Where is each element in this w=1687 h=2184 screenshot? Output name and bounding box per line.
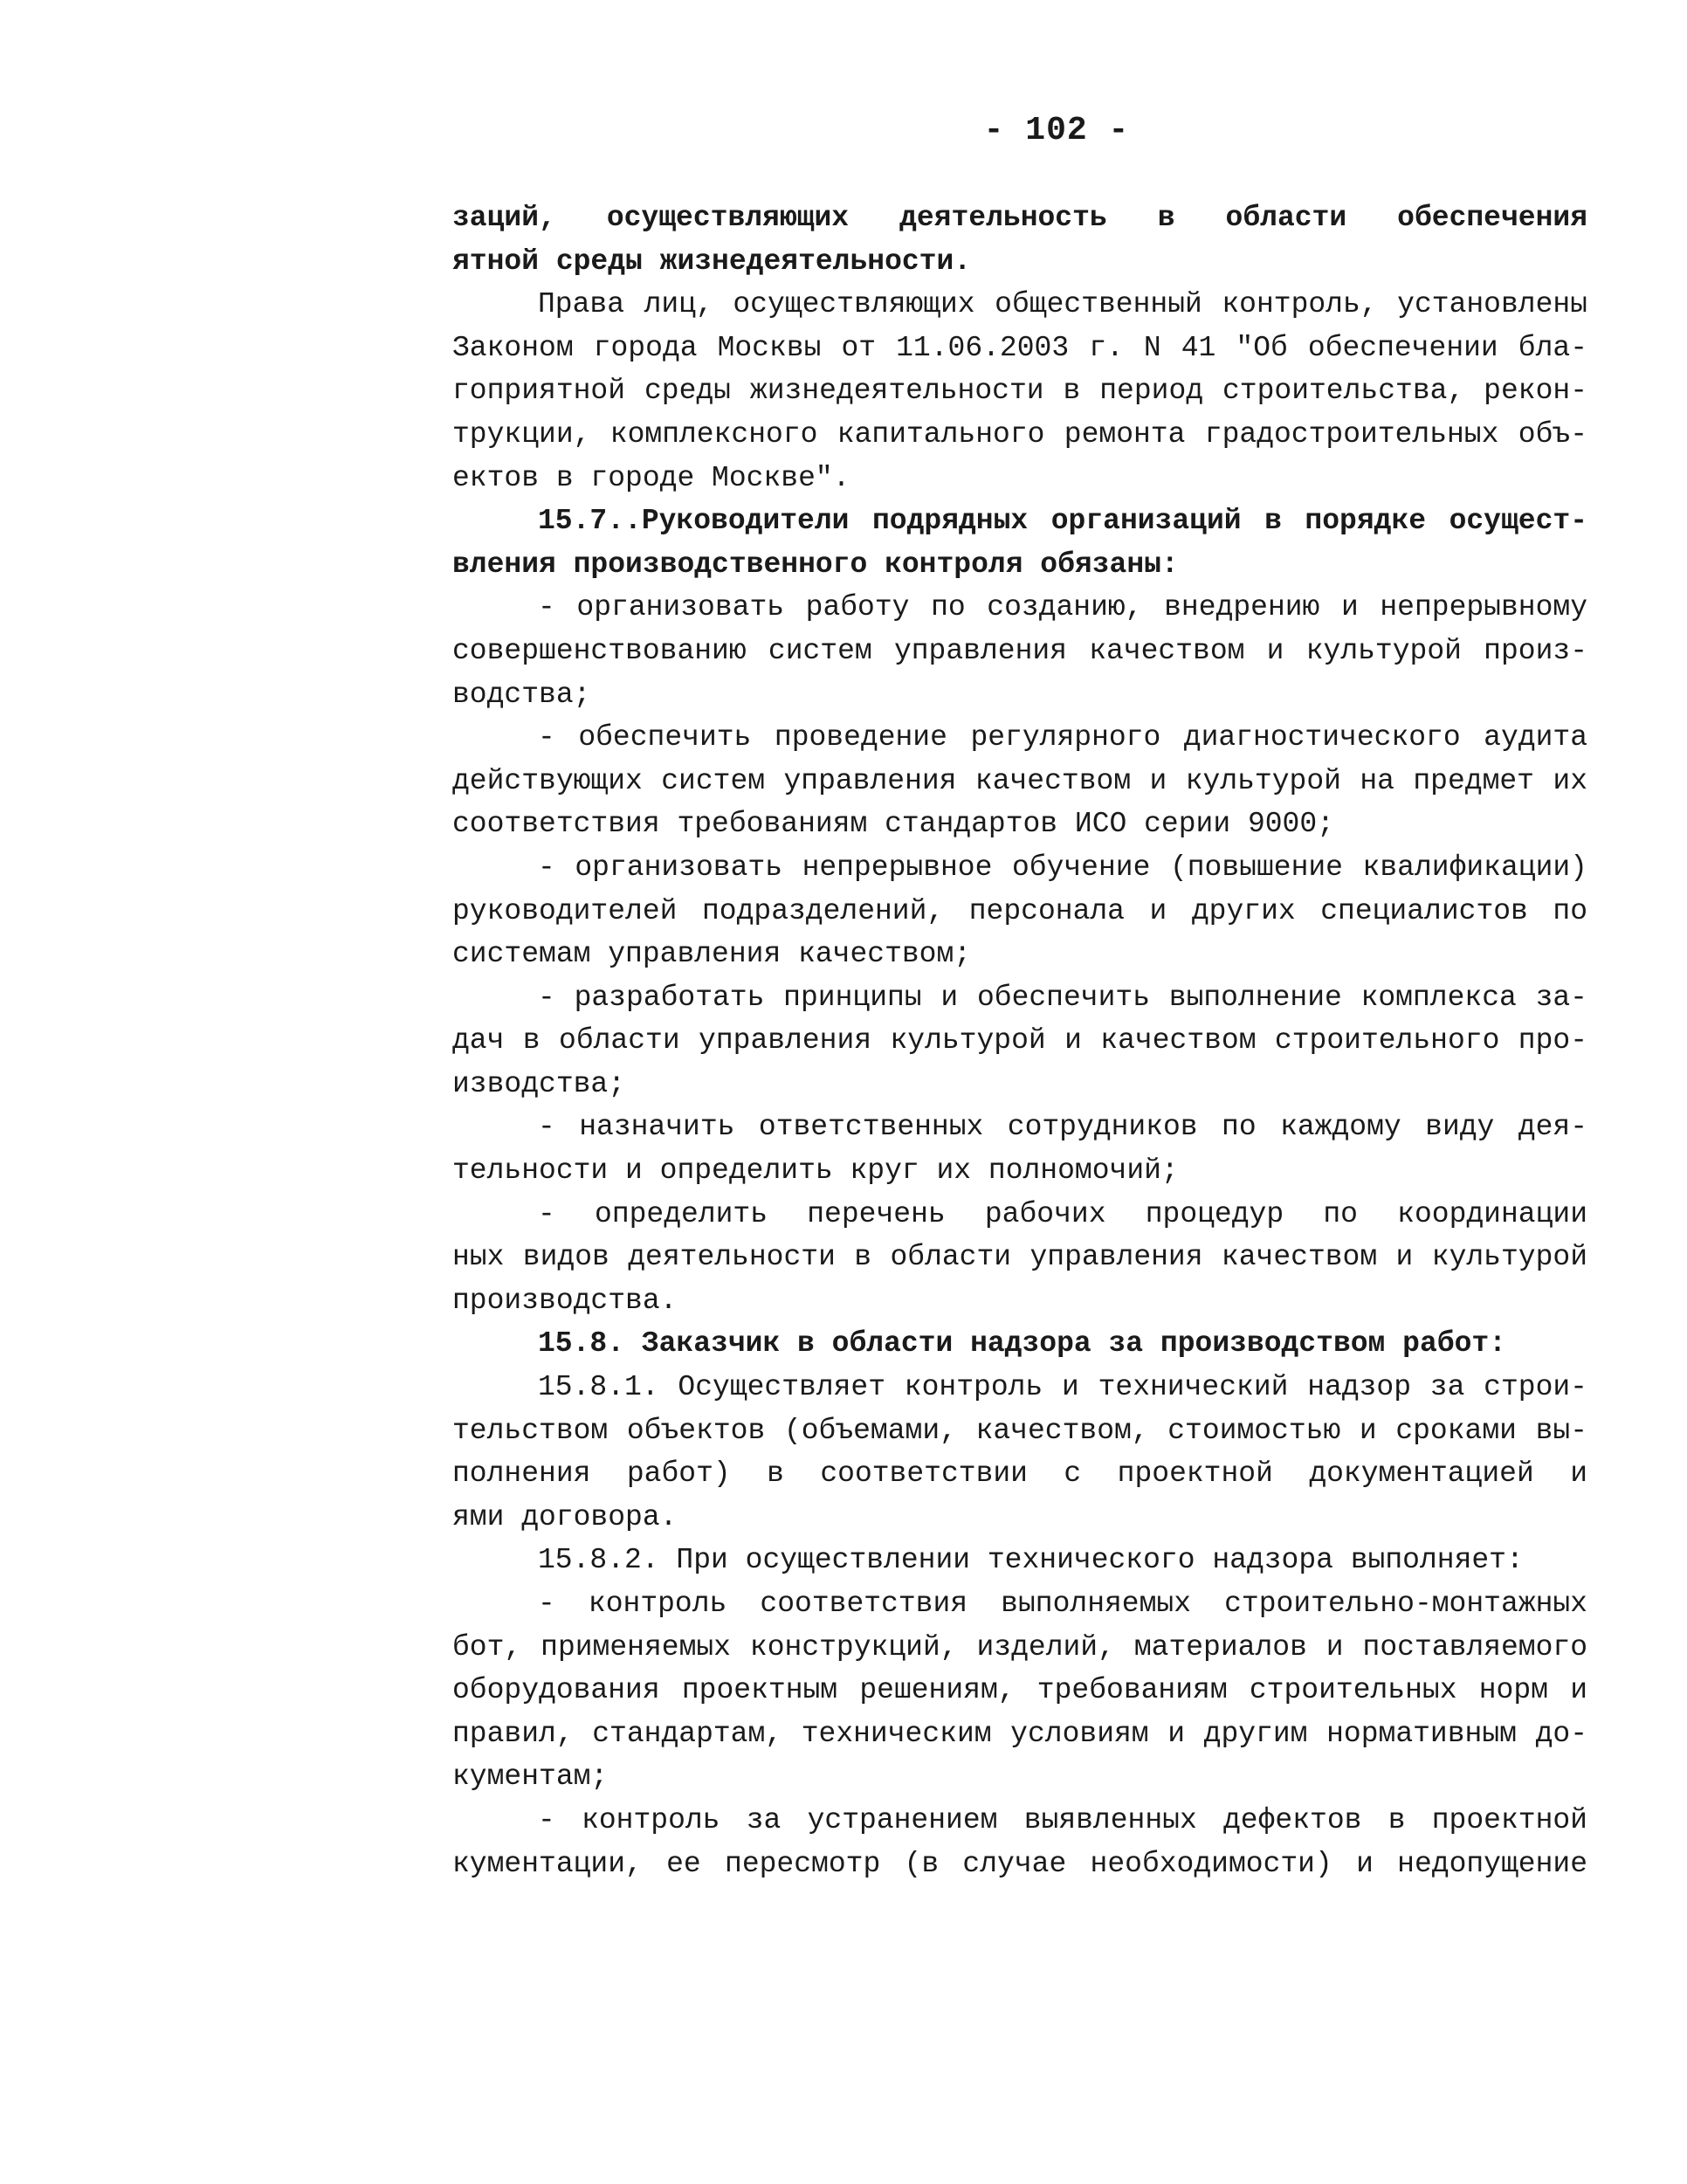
text-line: - обеспечить проведение регулярного диагностического аудита [538,721,1587,754]
text-line: 15.7..Руководители подрядных организаций в порядке осущест- [538,505,1587,538]
text-line: производства. [452,1284,678,1317]
text-line: - организовать работу по созданию, внедрению и непрерывному [538,591,1587,624]
text-line: соответствия требованиям стандартов ИСО серии 9000; [452,808,1334,841]
text-line: - контроль соответствия выполняемых строительно-монтажных [538,1588,1587,1620]
text-line: изводства; [452,1067,626,1100]
text-line: трукции, комплексного капитального ремонта градостроительных объ- [452,417,1587,451]
text-line: кументам; [452,1760,609,1794]
text-line: - разработать принципы и обеспечить выполнение комплекса за- [538,981,1587,1014]
text-line: тельности и определить круг их полномочий; [452,1154,1179,1188]
text-line: бот, применяемых конструкций, изделий, материалов и поставляемого [452,1630,1587,1664]
text-line: Законом города Москвы от 11.06.2003 г. N 41 "Об обеспечении бла- [452,331,1587,364]
text-line: оборудования проектным решениям, требованиям строительных норм и [452,1674,1587,1707]
text-line: - контроль за устранением выявленных дефектов в проектной [538,1803,1587,1836]
text-line: кументации, ее пересмотр (в случае необходимости) и недопущение [452,1847,1587,1880]
text-line: правил, стандартам, техническим условиям и другим нормативным до- [452,1717,1587,1750]
text-line: гоприятной среды жизнедеятельности в период строительства, рекон- [452,375,1587,408]
text-line: заций, осуществляющих деятельность в области обеспечения [452,202,1587,234]
text-line: совершенствованию систем управления качеством и культурой произ- [452,634,1587,667]
text-line: ями договора. [452,1500,678,1533]
text-line: руководителей подразделений, персонала и других специалистов по [452,894,1587,927]
text-line: ных видов деятельности в области управления качеством и культурой [452,1241,1587,1274]
text-line: - организовать непрерывное обучение (повышение квалификации) [538,851,1587,884]
text-line: полнения работ) в соответствии с проектной документацией и [452,1457,1587,1491]
text-line: - назначить ответственных сотрудников по каждому виду дея- [538,1111,1587,1144]
text-line: 15.8.2. При осуществлении технического надзора выполняет: [538,1544,1524,1577]
document-body [452,196,1587,1885]
text-line: водства; [452,678,591,711]
text-line: тельством объектов (объемами, качеством, стоимостью и сроками вы- [452,1414,1587,1447]
text-line: вления производственного контроля обязаны: [452,548,1179,581]
text-line: Права лиц, осуществляющих общественный контроль, установлены [538,288,1587,321]
text-line: 15.8.1. Осуществляет контроль и технический надзор за строи- [538,1371,1587,1404]
page-number: - 102 - [983,112,1130,149]
text-line: ектов в городе Москве". [452,461,850,494]
text-line: системам управления качеством; [452,938,972,971]
text-line: 15.8. Заказчик в области надзора за производством работ: [538,1327,1506,1361]
text-line: - определить перечень рабочих процедур по координации [538,1197,1587,1230]
text-line: действующих систем управления качеством и культурой на предмет их [452,764,1587,797]
text-line: дач в области управления культурой и качеством строительного про- [452,1024,1587,1058]
text-line: ятной среды жизнедеятельности. [452,245,972,278]
